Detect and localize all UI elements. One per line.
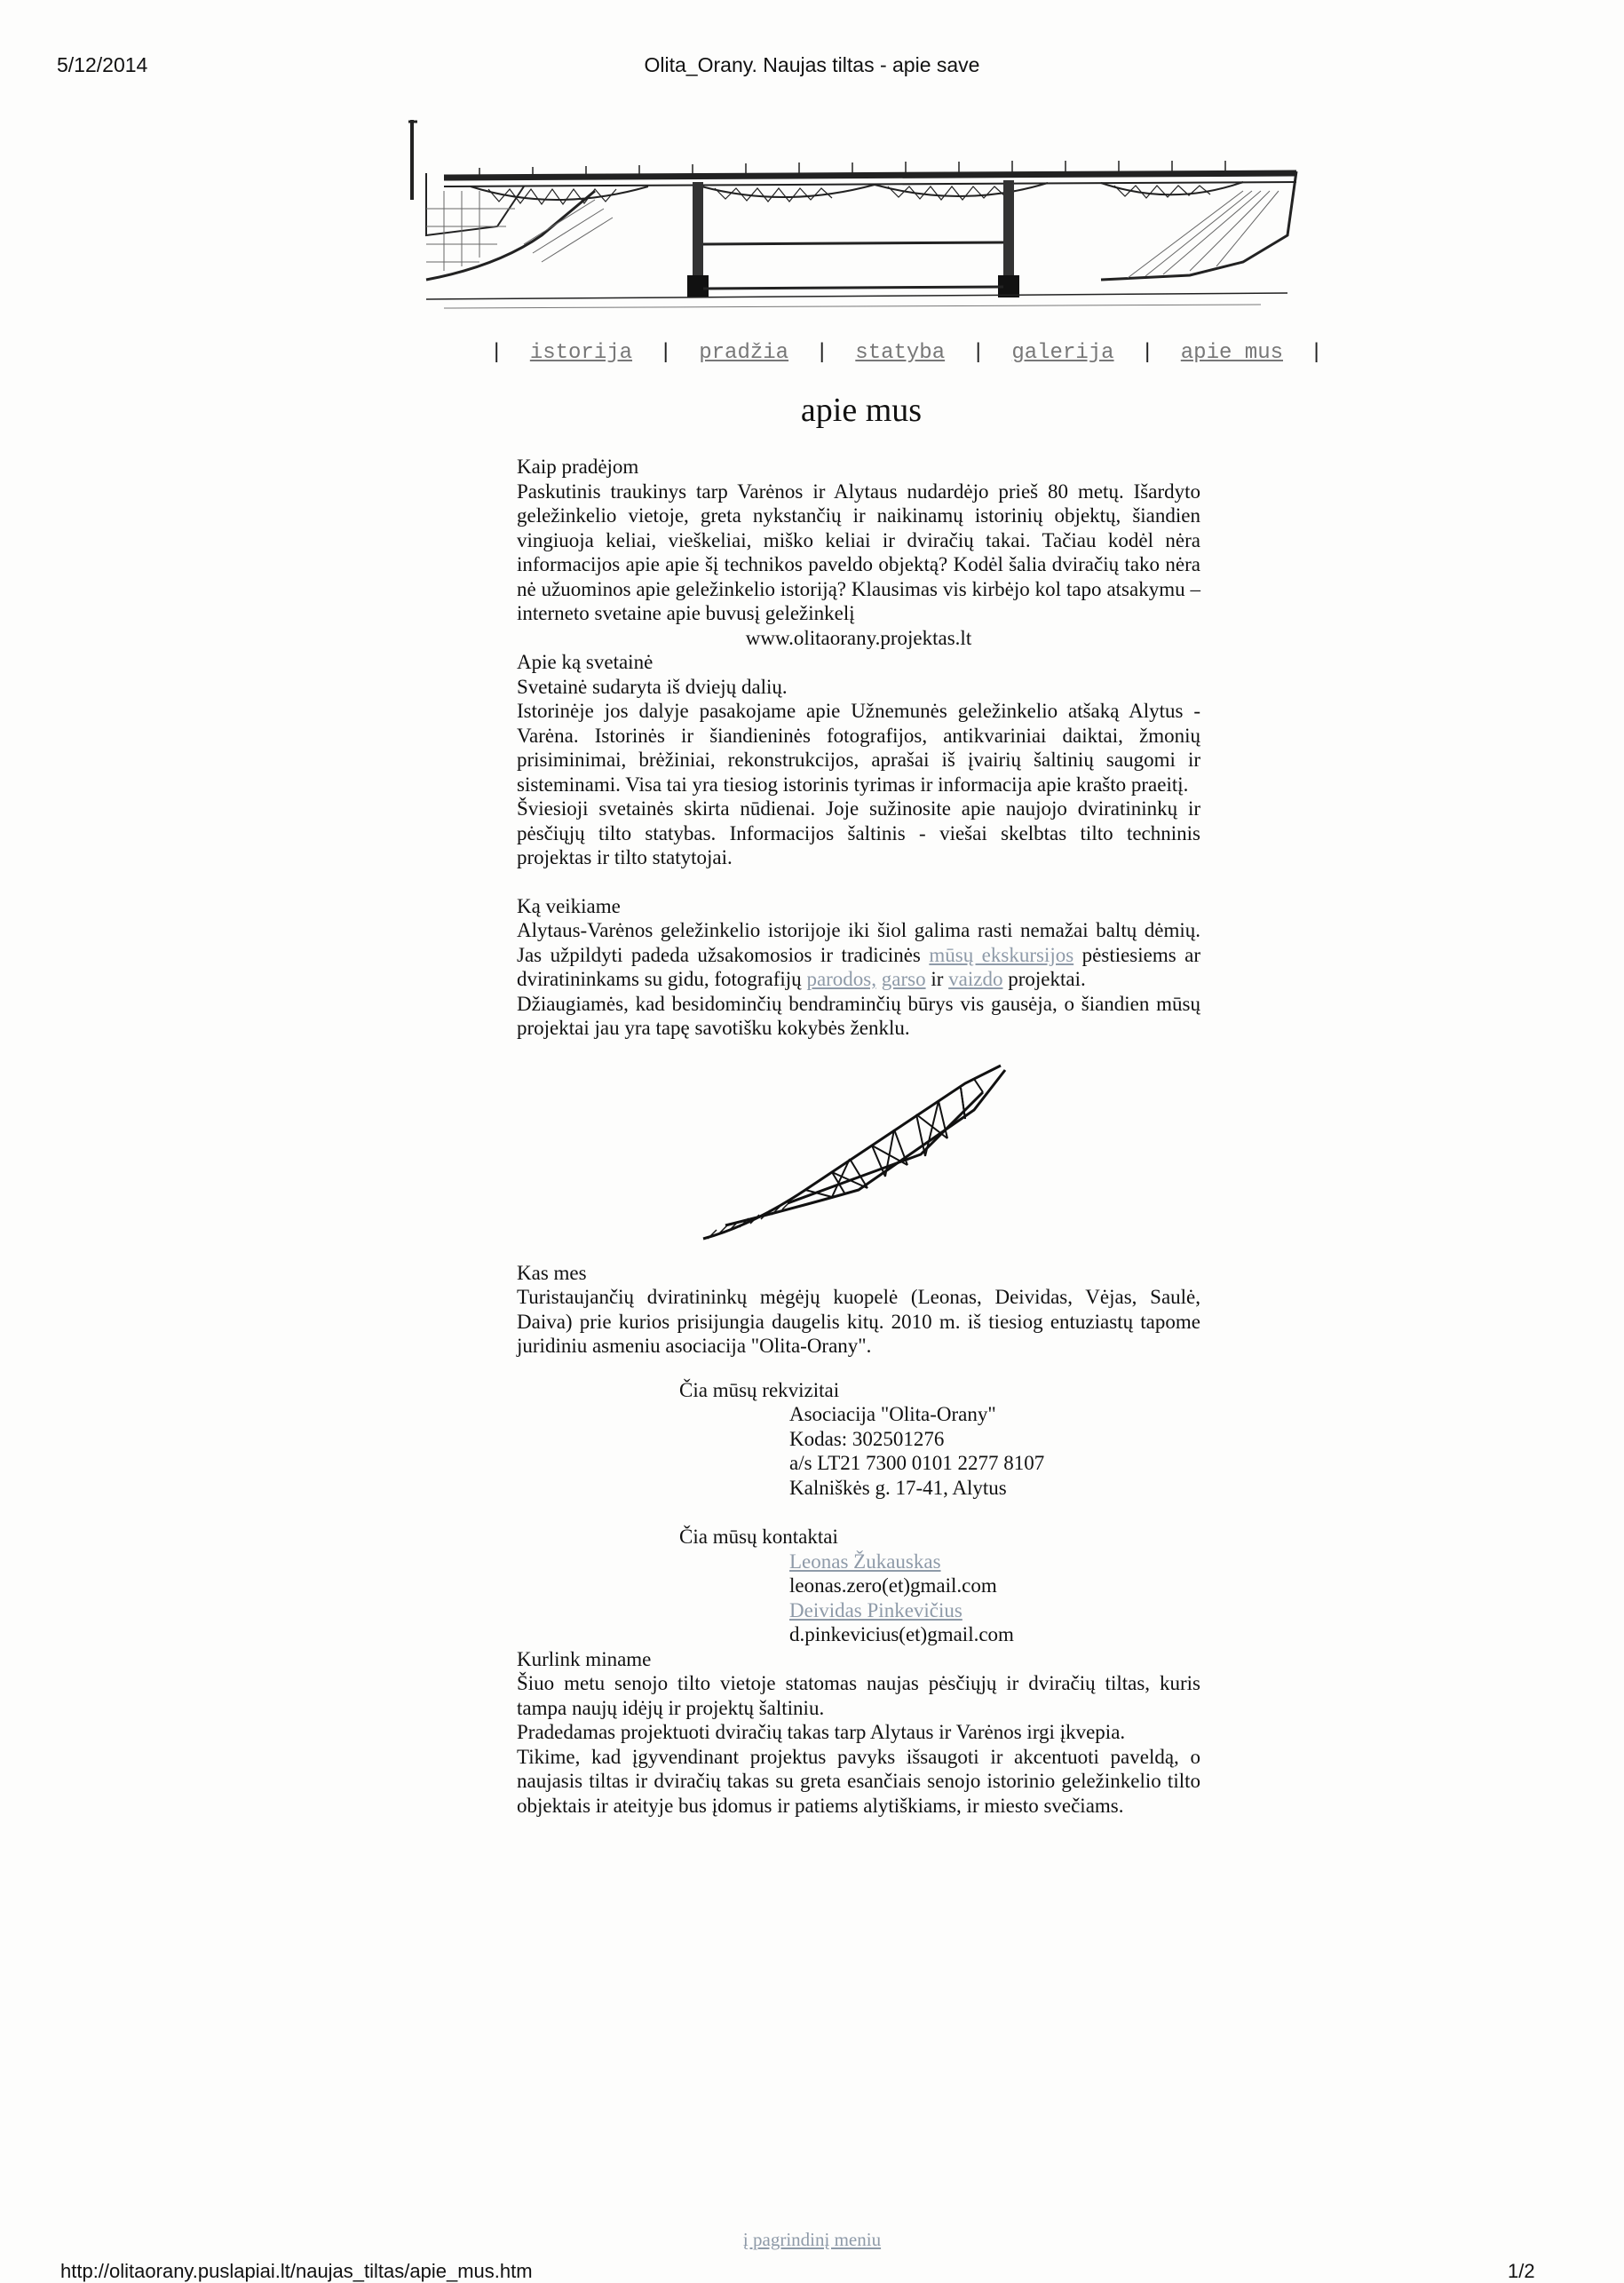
nav-separator: | xyxy=(971,341,985,365)
contacts-heading: Čia mūsų kontaktai xyxy=(679,1526,838,1548)
nav-separator: | xyxy=(1140,341,1154,365)
section-text-apie-line: Svetainė sudaryta iš dviejų dalių. xyxy=(517,675,788,698)
section-text-kurlink-3: Tikime, kad įgyvendinant projektus pavyks išsaugoti ir akcentuoti paveldą, o naujasis tiltas ir dviračių takas su greta esančiais senojo istorinio geležinkelio tilto objektais ir ateityje bus įdomus ir patiems alytiškiams, ir miesto svečiams. xyxy=(517,1745,1200,1817)
main-content xyxy=(517,455,1200,1818)
print-title: Olita_Orany. Naujas tiltas - apie save xyxy=(644,53,980,76)
section-text-apie-present: Šviesioji svetainės skirta nūdienai. Joje sužinosite apie naujojo dviratininkų ir pėsčiųjų tilto statybas. Informacijos šaltinis - viešai skelbtas tilto techninis projektas ir tilto statytojai. xyxy=(517,797,1200,868)
section-text-kurlink-1: Šiuo metu senojo tilto vietoje statomas naujas pėsčiųjų ir dviračių tiltas, kuris tampa naujų idėjų ir projektų šaltiniu. xyxy=(517,1672,1200,1719)
section-text-kas: Turistaujančių dviratininkų mėgėjų kuopelė (Leonas, Deividas, Vėjas, Saulė, Daiva) prie kurios prisijungia daugelis kitų. 2010 m. iš tiesiog entuziastų tapome juridiniu asmeniu asociacija "Olita-Orany". xyxy=(517,1286,1200,1357)
section-text-apie-history: Istorinėje jos dalyje pasakojame apie Užnemunės geležinkelio atšaką Alytus - Varėna. Istorinės ir šiandieninės fotografijos, antikvariniai daiktai, žmonių prisiminimai, brėžiniai, rekonstrukcijos, aprašai iš įvairių šaltinių saugomi ir sisteminami. Visa tai yra tiesiog istorinis tyrimas ir informacija apie krašto praeitį. xyxy=(517,700,1200,796)
link-parodos[interactable]: parodos, xyxy=(806,968,877,990)
nav-link-istorija[interactable]: istorija xyxy=(529,341,633,365)
truss-drawing xyxy=(699,1057,1018,1261)
nav-separator: | xyxy=(815,341,828,365)
site-url: www.olitaorany.projektas.lt xyxy=(745,626,972,649)
nav-separator: | xyxy=(490,341,503,365)
nav-link-pradzia[interactable]: pradžia xyxy=(699,341,789,365)
requisites-heading: Čia mūsų rekvizitai xyxy=(679,1378,840,1401)
nav-separator: | xyxy=(1310,341,1323,365)
contact-email: d.pinkevicius(et)gmail.com xyxy=(789,1623,1014,1645)
text-fragment: ir xyxy=(931,968,944,990)
section-text-kurlink-2: Pradedamas projektuoti dviračių takas tarp Alytaus ir Varėnos irgi įkvepia. xyxy=(517,1721,1126,1743)
requisites-line: Kodas: 302501276 xyxy=(789,1427,945,1450)
nav-separator: | xyxy=(659,341,672,365)
section-heading-apie: Apie ką svetainė xyxy=(517,651,654,673)
contact-link-leonas[interactable]: Leonas Žukauskas xyxy=(789,1550,941,1573)
page-title: apie mus xyxy=(800,392,923,429)
bridge-drawing xyxy=(391,111,1350,320)
text-fragment: Alytaus-Varėnos geležinkelio istorijoje iki šiol galima rasti nemažai baltų dėmių. Jas užpildyti padeda užsakomosios ir tradicinės xyxy=(517,919,1200,966)
section-text-ka-2: Džiaugiamės, kad besidominčių bendraminčių būrys vis gausėja, o šiandien mūsų projektai jau yra tapę savotišku kokybės ženklu. xyxy=(517,992,1200,1039)
contact-email: leonas.zero(et)gmail.com xyxy=(789,1574,997,1597)
link-ekskursijos[interactable]: mūsų ekskursijos xyxy=(929,943,1074,966)
text-fragment: projektai. xyxy=(1008,968,1086,990)
print-date: 5/12/2014 xyxy=(57,53,148,76)
requisites-block xyxy=(679,1378,1200,1501)
section-heading-kaip: Kaip pradėjom xyxy=(517,456,639,478)
section-heading-kurlink: Kurlink miname xyxy=(517,1647,652,1670)
contact-link-deividas[interactable]: Deividas Pinkevičius xyxy=(789,1598,963,1621)
nav-link-galerija[interactable]: galerija xyxy=(1011,341,1114,365)
section-heading-kas: Kas mes xyxy=(517,1261,587,1284)
section-text-kaip: Paskutinis traukinys tarp Varėnos ir Alytaus nudardėjo prieš 80 metų. Išardyto geležinkelio vietoje, greta nykstančių ir naikinamų istorinių objektų, šiandien vingiuoja keliai, vieškeliai, miško keliai ir dviračių takai. Tačiau kodėl nėra informacijos apie apie šį technikos paveldo objektą? Kodėl šalia dviračių tako nėra nė užuominos apie geležinkelio istoriją? Klausimas vis kirbėjo kol tapo atsakymu – interneto svetaine apie buvusį geležinkelį xyxy=(517,480,1200,624)
section-text-ka xyxy=(517,918,1200,992)
main-menu-link[interactable]: į pagrindinį meniu xyxy=(742,2229,882,2250)
link-garso[interactable]: garso xyxy=(881,968,926,990)
requisites-line: a/s LT21 7300 0101 2277 8107 xyxy=(789,1452,1045,1474)
requisites-line: Kalniškės g. 17-41, Alytus xyxy=(789,1476,1007,1499)
section-heading-ka: Ką veikiame xyxy=(517,894,621,917)
contacts-block xyxy=(679,1525,1200,1647)
print-page-number: 1/2 xyxy=(1508,2260,1535,2282)
main-nav xyxy=(490,341,1323,365)
print-url: http://olitaorany.puslapiai.lt/naujas_tiltas/apie_mus.htm xyxy=(60,2260,533,2282)
link-vaizdo[interactable]: vaizdo xyxy=(948,968,1003,990)
requisites-line: Asociacija "Olita-Orany" xyxy=(789,1403,996,1425)
nav-link-apie-mus[interactable]: apie mus xyxy=(1180,341,1283,365)
nav-link-statyba[interactable]: statyba xyxy=(855,341,946,365)
text-fragment: pėstiesiems ar dviratininkams su gidu, fotografijų xyxy=(517,943,1201,990)
